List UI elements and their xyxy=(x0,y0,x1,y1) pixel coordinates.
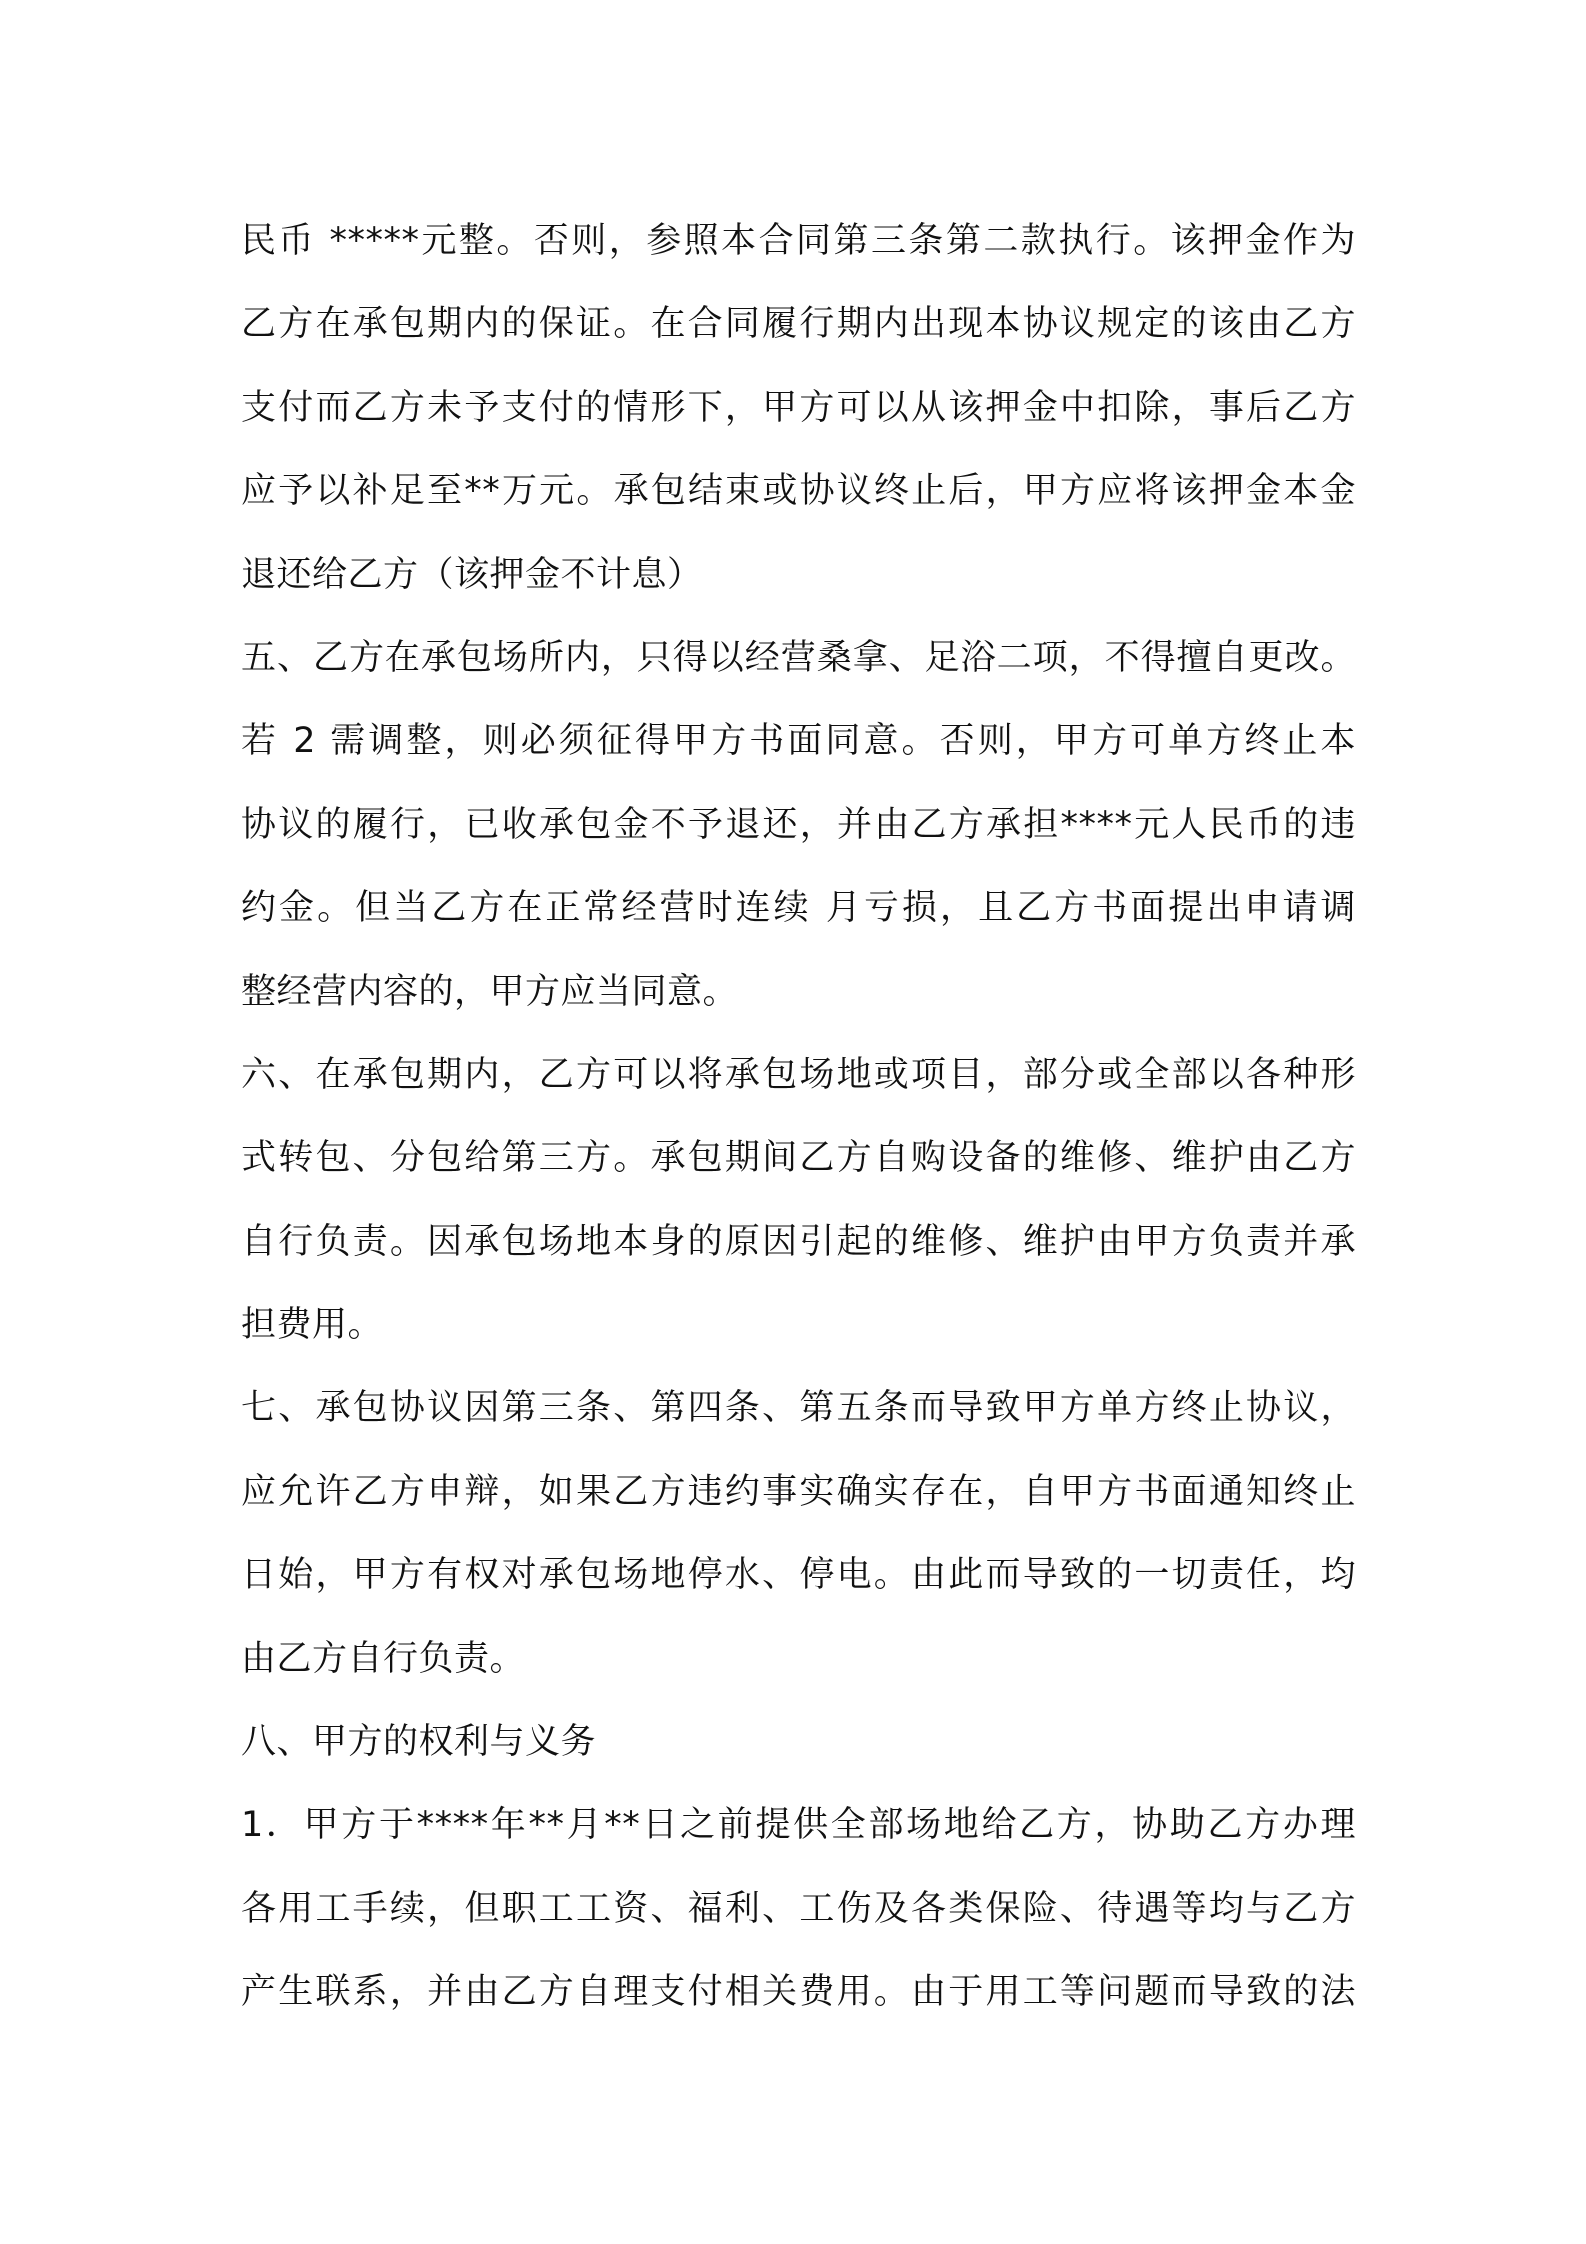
text-line: 由乙方自行负责。 xyxy=(241,1638,526,1679)
text-line: 五、乙方在承包场所内，只得以经营桑拿、足浴二项，不得擅自更改。 xyxy=(241,637,1356,678)
text-line: 各用工手续，但职工工资、福利、工伤及各类保险、待遇等均与乙方 xyxy=(241,1888,1356,1929)
text-line: 约金。但当乙方在正常经营时连续 月亏损，且乙方书面提出申请调 xyxy=(241,888,1356,929)
text-line: 七、承包协议因第三条、第四条、第五条而导致甲方单方终止协议， xyxy=(241,1388,1356,1429)
text-line: 产生联系，并由乙方自理支付相关费用。由于用工等问题而导致的法 xyxy=(241,1972,1356,2013)
text-line: 乙方在承包期内的保证。在合同履行期内出现本协议规定的该由乙方 xyxy=(241,304,1356,345)
text-line: 自行负责。因承包场地本身的原因引起的维修、维护由甲方负责并承 xyxy=(241,1221,1356,1262)
text-line: 应允许乙方申辩，如果乙方违约事实确实存在，自甲方书面通知终止 xyxy=(241,1471,1356,1512)
text-line: 退还给乙方（该押金不计息） xyxy=(241,554,703,595)
document-body xyxy=(241,200,1356,2035)
text-line: 日始，甲方有权对承包场地停水、停电。由此而导致的一切责任，均 xyxy=(241,1555,1356,1596)
text-line: 八、甲方的权利与义务 xyxy=(241,1722,597,1763)
text-line: 式转包、分包给第三方。承包期间乙方自购设备的维修、维护由乙方 xyxy=(241,1138,1356,1179)
text-line: 支付而乙方未予支付的情形下，甲方可以从该押金中扣除，事后乙方 xyxy=(241,387,1356,428)
text-line: 若 2 需调整，则必须征得甲方书面同意。否则，甲方可单方终止本 xyxy=(241,721,1356,762)
text-line: 民币 *****元整。否则，参照本合同第三条第二款执行。该押金作为 xyxy=(241,221,1356,261)
text-line: 应予以补足至**万元。承包结束或协议终止后，甲方应将该押金本金 xyxy=(241,471,1356,512)
text-line: 协议的履行，已收承包金不予退还，并由乙方承担****元人民币的违 xyxy=(241,804,1356,845)
text-line: 担费用。 xyxy=(241,1305,384,1346)
text-line: 整经营内容的，甲方应当同意。 xyxy=(241,971,739,1012)
text-line: 六、在承包期内，乙方可以将承包场地或项目，部分或全部以各种形 xyxy=(241,1054,1356,1095)
text-line: 1．甲方于****年**月**日之前提供全部场地给乙方，协助乙方办理 xyxy=(241,1805,1356,1846)
